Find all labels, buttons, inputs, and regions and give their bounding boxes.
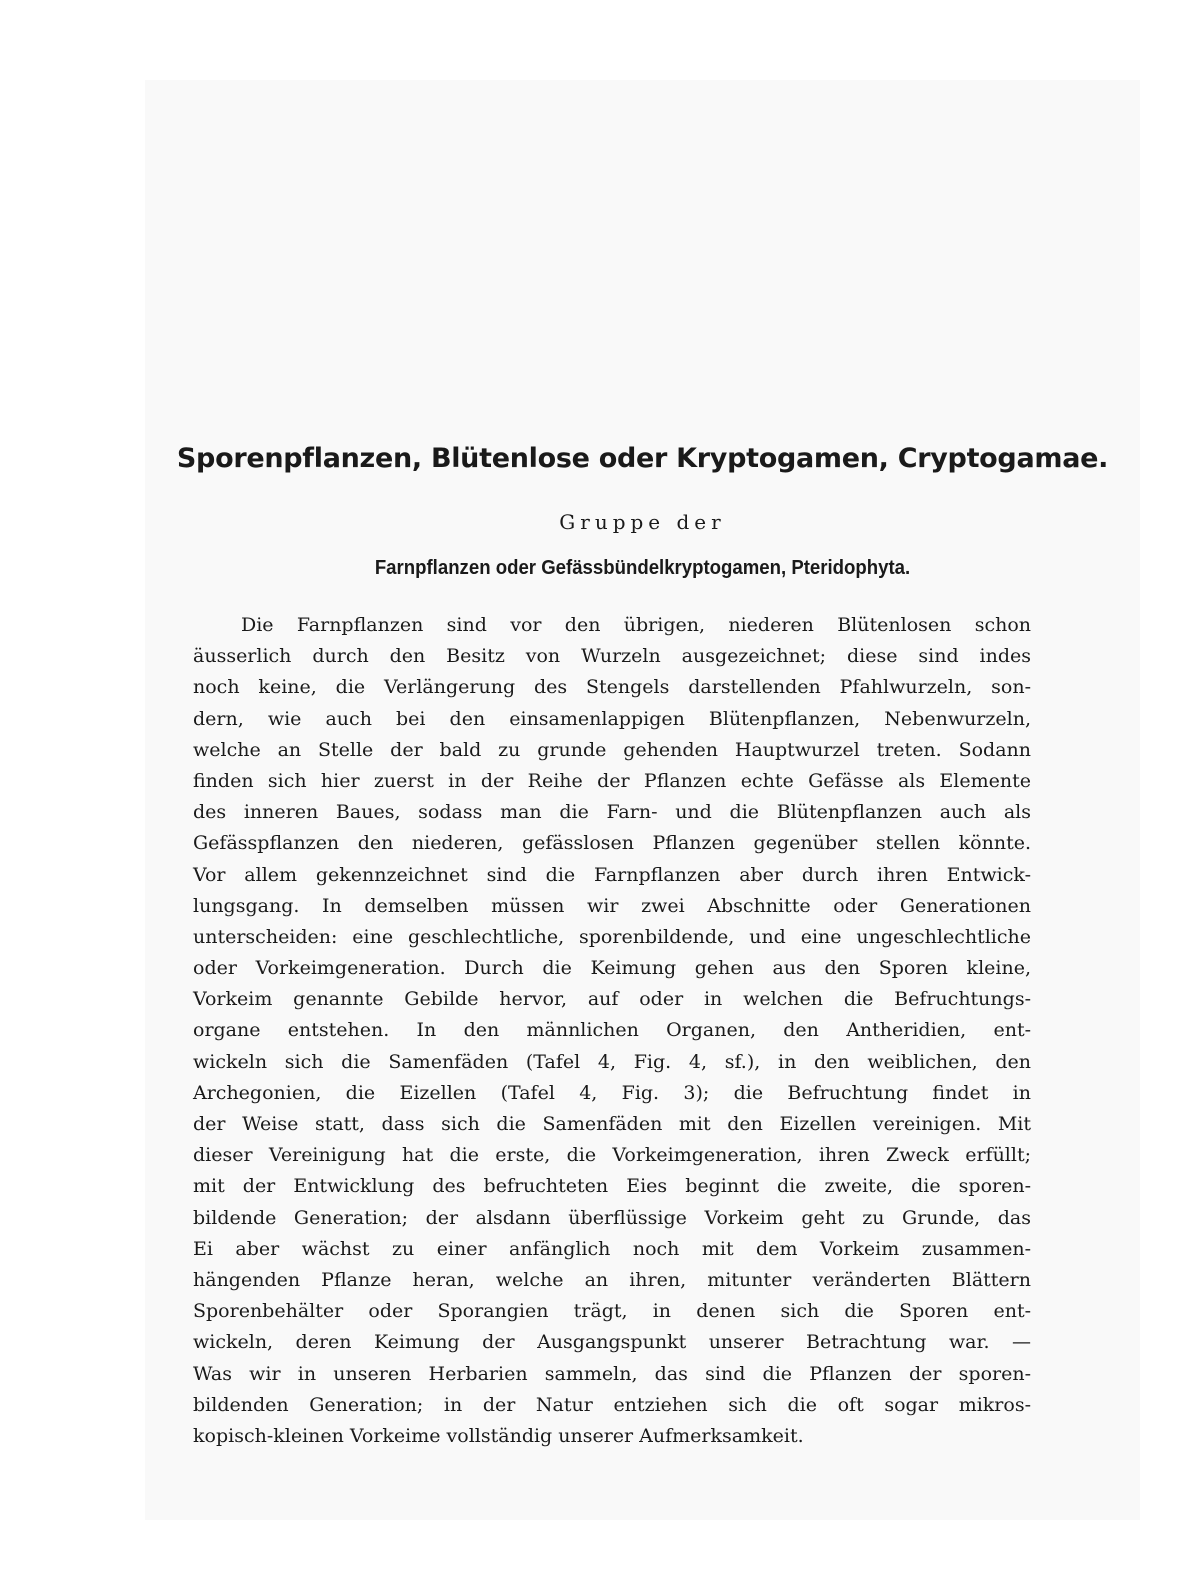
paragraph-line: Ei aber wächst zu einer anfänglich noch mit dem Vorkeim zusammen- bbox=[193, 1237, 1031, 1260]
section-subtitle: Farnpflanzen oder Gefässbündelkryptogamen, Pteridophyta. bbox=[374, 557, 911, 579]
paragraph-line: Was wir in unseren Herbarien sammeln, das sind die Pflanzen der sporen- bbox=[193, 1362, 1031, 1385]
paragraph-line: noch keine, die Verlängerung des Stengels darstellenden Pfahlwurzeln, son- bbox=[193, 676, 1031, 699]
paragraph-line: Gefässpflanzen den niederen, gefässlosen Pflanzen gegenüber stellen könnte. bbox=[193, 832, 1031, 855]
paragraph-line: dieser Vereinigung hat die erste, die Vorkeimgeneration, ihren Zweck erfüllt; bbox=[193, 1144, 1031, 1167]
paragraph-line: oder Vorkeimgeneration. Durch die Keimung gehen aus den Sporen kleine, bbox=[193, 957, 1031, 980]
paragraph-line: mit der Entwicklung des befruchteten Eies beginnt die zweite, die sporen- bbox=[193, 1175, 1031, 1198]
page-title: Sporenpflanzen, Blütenlose oder Kryptogamen, Cryptogamae. bbox=[176, 443, 1109, 474]
paragraph-line: Sporenbehälter oder Sporangien trägt, in denen sich die Sporen ent- bbox=[193, 1300, 1031, 1323]
scanned-page bbox=[145, 80, 1140, 1520]
paragraph-line: bildende Generation; der alsdann überflüssige Vorkeim geht zu Grunde, das bbox=[193, 1206, 1031, 1229]
paragraph-line: äusserlich durch den Besitz von Wurzeln ausgezeichnet; diese sind indes bbox=[193, 645, 1031, 668]
paragraph-line: dern, wie auch bei den einsamenlappigen Blütenpflanzen, Nebenwurzeln, bbox=[193, 707, 1031, 730]
paragraph-line: der Weise statt, dass sich die Samenfäden mit den Eizellen vereinigen. Mit bbox=[193, 1113, 1031, 1135]
paragraph-line: Vor allem gekennzeichnet sind die Farnpflanzen aber durch ihren Entwick- bbox=[193, 863, 1031, 886]
paragraph-line: organe entstehen. In den männlichen Organen, den Antheridien, ent- bbox=[193, 1019, 1031, 1042]
paragraph-line: bildenden Generation; in der Natur entziehen sich die oft sogar mikros- bbox=[193, 1393, 1031, 1416]
paragraph-line: welche an Stelle der bald zu grunde gehenden Hauptwurzel treten. Sodann bbox=[193, 738, 1031, 761]
body-paragraph bbox=[193, 610, 1031, 1452]
paragraph-line: kopisch-kleinen Vorkeime vollständig unserer Aufmerksamkeit. bbox=[193, 1424, 804, 1447]
paragraph-line: lungsgang. In demselben müssen wir zwei Abschnitte oder Generationen bbox=[193, 894, 1031, 917]
paragraph-line: wickeln, deren Keimung der Ausgangspunkt unserer Betrachtung war. — bbox=[193, 1331, 1031, 1354]
group-label: Gruppe der bbox=[559, 510, 726, 534]
paragraph-line: wickeln sich die Samenfäden (Tafel 4, Fig. 4, sf.), in den weiblichen, den bbox=[193, 1050, 1031, 1073]
paragraph-line: Archegonien, die Eizellen (Tafel 4, Fig. 3); die Befruchtung findet in bbox=[193, 1081, 1031, 1104]
paragraph-line: des inneren Baues, sodass man die Farn- und die Blütenpflanzen auch als bbox=[193, 801, 1031, 824]
paragraph-line: unterscheiden: eine geschlechtliche, sporenbildende, und eine ungeschlechtliche bbox=[193, 925, 1031, 948]
paragraph-line: finden sich hier zuerst in der Reihe der Pflanzen echte Gefässe als Elemente bbox=[193, 769, 1031, 792]
paragraph-line: Die Farnpflanzen sind vor den übrigen, niederen Blütenlosen schon bbox=[241, 614, 1031, 636]
paragraph-line: hängenden Pflanze heran, welche an ihren, mitunter veränderten Blättern bbox=[193, 1268, 1031, 1291]
paragraph-line: Vorkeim genannte Gebilde hervor, auf oder in welchen die Befruchtungs- bbox=[193, 988, 1031, 1011]
